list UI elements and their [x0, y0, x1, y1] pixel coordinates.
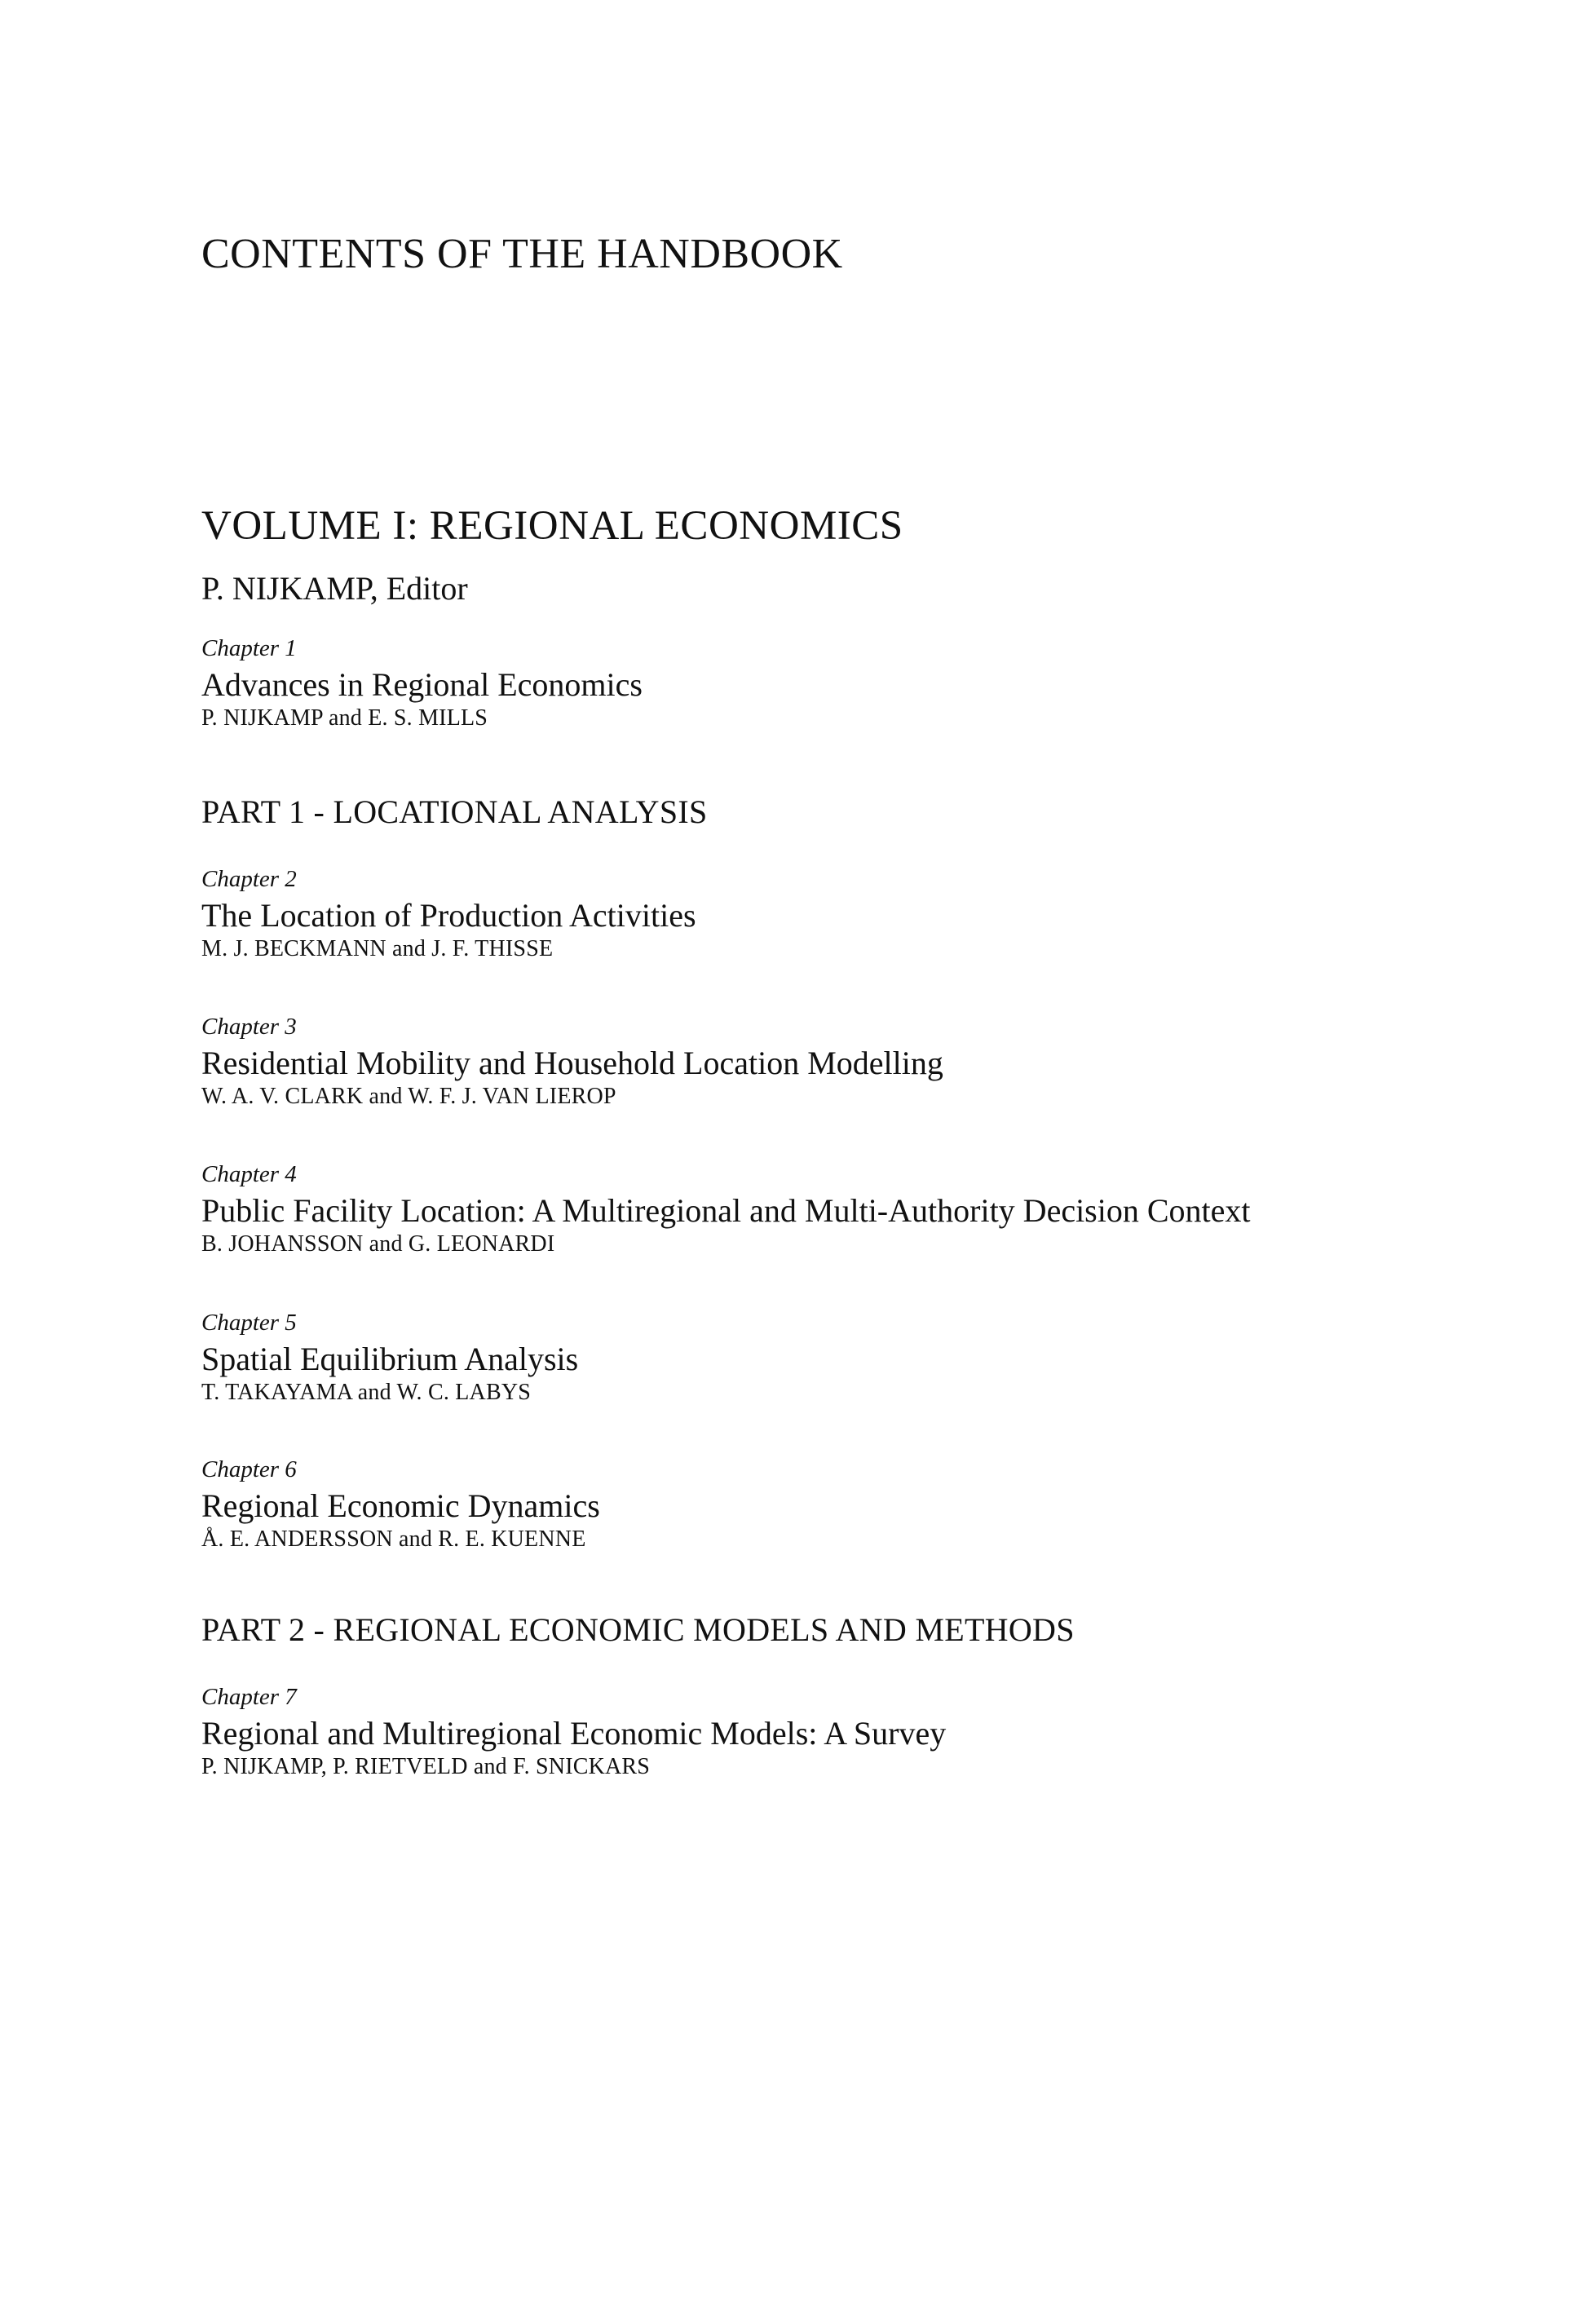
chapter-entry-7	[201, 1686, 946, 1778]
chapter-authors: P. NIJKAMP, P. RIETVELD and F. SNICKARS	[201, 1754, 651, 1779]
chapter-title: Advances in Regional Economics	[201, 666, 643, 703]
chapter-label: Chapter 7	[201, 1684, 297, 1710]
part-heading-2: PART 2 - REGIONAL ECONOMIC MODELS AND METHODS	[201, 1611, 1075, 1648]
chapter-entry-3	[201, 1015, 943, 1108]
volume-title: VOLUME I: REGIONAL ECONOMICS	[201, 503, 903, 549]
chapter-label: Chapter 6	[201, 1456, 297, 1482]
chapter-entry-2	[201, 868, 696, 961]
chapter-entry-6	[201, 1458, 600, 1551]
chapter-authors: T. TAKAYAMA and W. C. LABYS	[201, 1380, 532, 1405]
part-heading-1: PART 1 - LOCATIONAL ANALYSIS	[201, 793, 708, 830]
chapter-authors: W. A. V. CLARK and W. F. J. VAN LIEROP	[201, 1084, 616, 1109]
chapter-entry-4	[201, 1163, 1251, 1256]
chapter-title: Residential Mobility and Household Location Modelling	[201, 1045, 943, 1081]
chapter-label: Chapter 1	[201, 635, 297, 661]
chapter-entry-5	[201, 1311, 578, 1404]
page-title: CONTENTS OF THE HANDBOOK	[201, 231, 843, 277]
chapter-entry-1	[201, 637, 643, 730]
chapter-label: Chapter 2	[201, 866, 297, 892]
chapter-label: Chapter 5	[201, 1310, 297, 1336]
chapter-title: The Location of Production Activities	[201, 897, 696, 934]
volume-editor: P. NIJKAMP, Editor	[201, 570, 468, 607]
chapter-authors: P. NIJKAMP and E. S. MILLS	[201, 705, 488, 731]
chapter-title: Spatial Equilibrium Analysis	[201, 1341, 579, 1377]
chapter-label: Chapter 4	[201, 1161, 297, 1187]
chapter-title: Public Facility Location: A Multiregional and Multi-Authority Decision Context	[201, 1192, 1251, 1229]
chapter-authors: B. JOHANSSON and G. LEONARDI	[201, 1231, 555, 1257]
chapter-title: Regional Economic Dynamics	[201, 1487, 600, 1524]
chapter-label: Chapter 3	[201, 1014, 297, 1040]
chapter-authors: M. J. BECKMANN and J. F. THISSE	[201, 936, 554, 961]
chapter-authors: Å. E. ANDERSSON and R. E. KUENNE	[201, 1527, 586, 1552]
chapter-title: Regional and Multiregional Economic Models: A Survey	[201, 1715, 947, 1752]
